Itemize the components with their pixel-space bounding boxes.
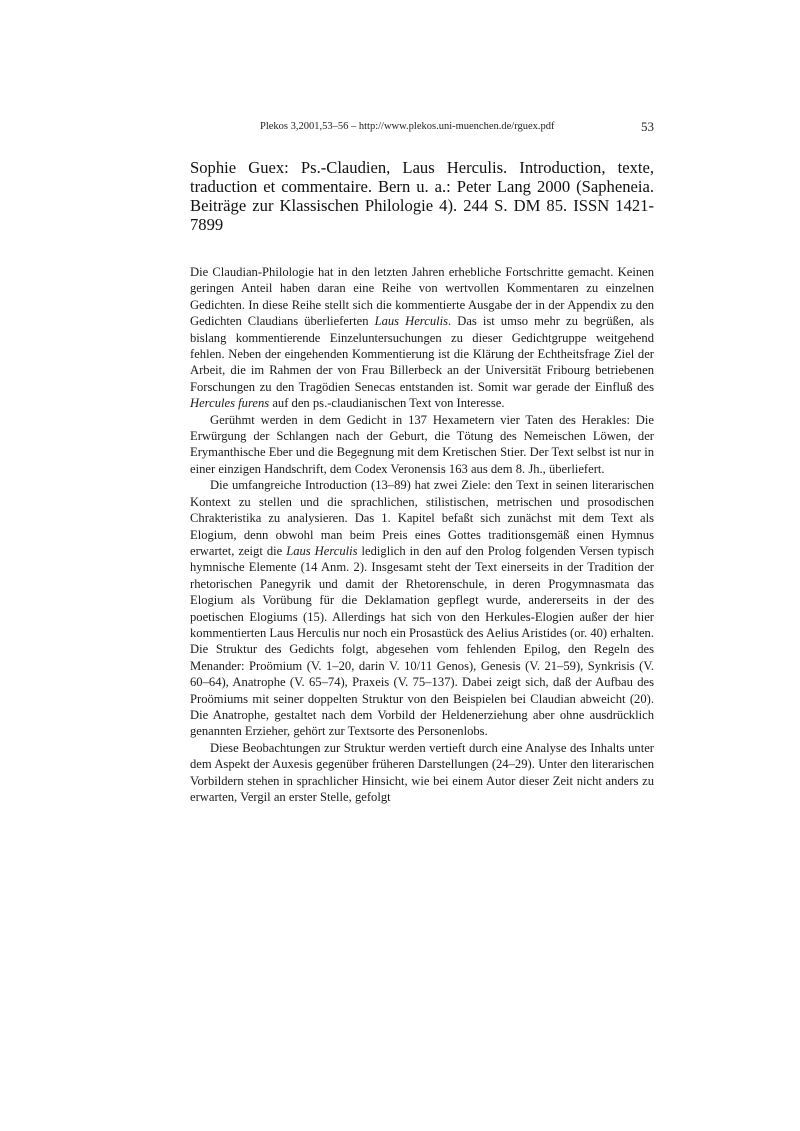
paragraph-4	[190, 740, 654, 806]
paragraph-text: auf den ps.-claudianischen Text von Interesse.	[269, 396, 505, 411]
journal-citation: Plekos 3,2001,53–56 – http://www.plekos.uni-muenchen.de/rguex.pdf	[260, 121, 555, 132]
paragraph-text: Die umfangreiche Introduction (13–89) hat zwei Ziele: den Text in seinen literarischen Kontext zu stellen und die sprachlichen, stilistischen, metrischen und prosodischen Chrakteristika zu analysieren. Das 1. Kapitel befaßt sich zunächst mit dem Text als Elogium, denn obwohl man beim Preis eines Gottes traditionsgemäß einen Hymnus erwartet, zeigt die	[190, 478, 654, 558]
running-header	[190, 118, 654, 138]
paragraph-text: Die Claudian-Philologie hat in den letzten Jahren erhebliche Fortschritte gemacht. Keinen geringen Anteil haben daran eine Reihe von wertvollen Kommentaren zu einzelnen Gedichten. In diese Reihe stellt sich die kommentierte Ausgabe der in der Appendix zu den Gedichten Claudians überlieferten	[190, 265, 654, 329]
italic-title: Hercules furens	[190, 396, 270, 411]
italic-title: Laus Herculis	[374, 314, 449, 329]
paragraph-2	[190, 412, 654, 478]
page	[190, 118, 654, 805]
paragraph-text: Diese Beobachtungen zur Struktur werden vertieft durch eine Analyse des Inhalts unter dem Aspekt der Auxesis gegenüber früheren Darstellungen (24–29). Unter den literarischen Vorbildern stehen in sprachlicher Hinsicht, wie bei einem Autor dieser Zeit nicht anders zu erwarten, Vergil an erster Stelle, gefolgt	[190, 740, 654, 804]
review-body	[190, 264, 654, 805]
paragraph-text: Gerühmt werden in dem Gedicht in 137 Hexametern vier Taten des Herakles: Die Erwürgung der Schlangen nach der Geburt, die Tötung des Nemeischen Löwen, der Erymanthische Eber und die Begegnung mit dem Kretischen Stier. Der Text selbst ist nur in einer einzigen Handschrift, dem Codex Veronensis 163 aus dem 8. Jh., überliefert.	[190, 412, 654, 476]
paragraph-3	[190, 477, 654, 740]
paragraph-text: . Das ist umso mehr zu begrüßen, als bislang kommentierende Einzeluntersuchungen zu dieser Gedichtgruppe weitgehend fehlen. Neben der eingehenden Kommentierung ist die Klärung der Echtheitsfrage Ziel der Arbeit, die im Rahmen der von Frau Billerbeck an der Universität Fribourg betriebenen Forschungen zu den Tragödien Senecas entstanden ist. Somit war gerade der Einfluß des	[190, 314, 654, 394]
italic-title: Laus Herculis	[286, 543, 358, 558]
paragraph-1	[190, 264, 654, 412]
paragraph-text: lediglich in den auf den Prolog folgenden Versen typisch hymnische Elemente (14 Anm. 2). Insgesamt steht der Text einerseits in der Tradition der rhetorischen Panegyrik und damit der Rhetorenschule, in deren Progymnasmata das Elogium als Vorübung für die Deklamation gepflegt wurde, andererseits in der des poetischen Elogiums (15). Allerdings hat sich von den Herkules-Elogien außer der hier kommentierten Laus Herculis nur noch ein Prosastück des Aelius Aristides (or. 40) erhalten. Die Struktur des Gedichts folgt, abgesehen vom fehlenden Epilog, den Regeln des Menander: Proömium (V. 1–20, darin V. 10/11 Genos), Genesis (V. 21–59), Synkrisis (V. 60–64), Anatrophe (V. 65–74), Praxeis (V. 75–137). Dabei zeigt sich, daß der Aufbau des Proömiums mit seiner doppelten Struktur von den Beispielen bei Claudian abweicht (20). Die Anatrophe, gestaltet nach dem Vorbild der Heldenerziehung aber ohne ausdrücklich genannten Erzieher, gehört zur Textsorte des Personenlobs.	[190, 543, 655, 739]
page-number: 53	[641, 119, 654, 134]
review-title: Sophie Guex: Ps.-Claudien, Laus Herculis. Introduction, texte, traduction et commentaire. Bern u. a.: Peter Lang 2000 (Sapheneia. Beiträge zur Klassischen Philologie 4). 244 S. DM 85. ISSN 1421-7899	[190, 158, 654, 234]
